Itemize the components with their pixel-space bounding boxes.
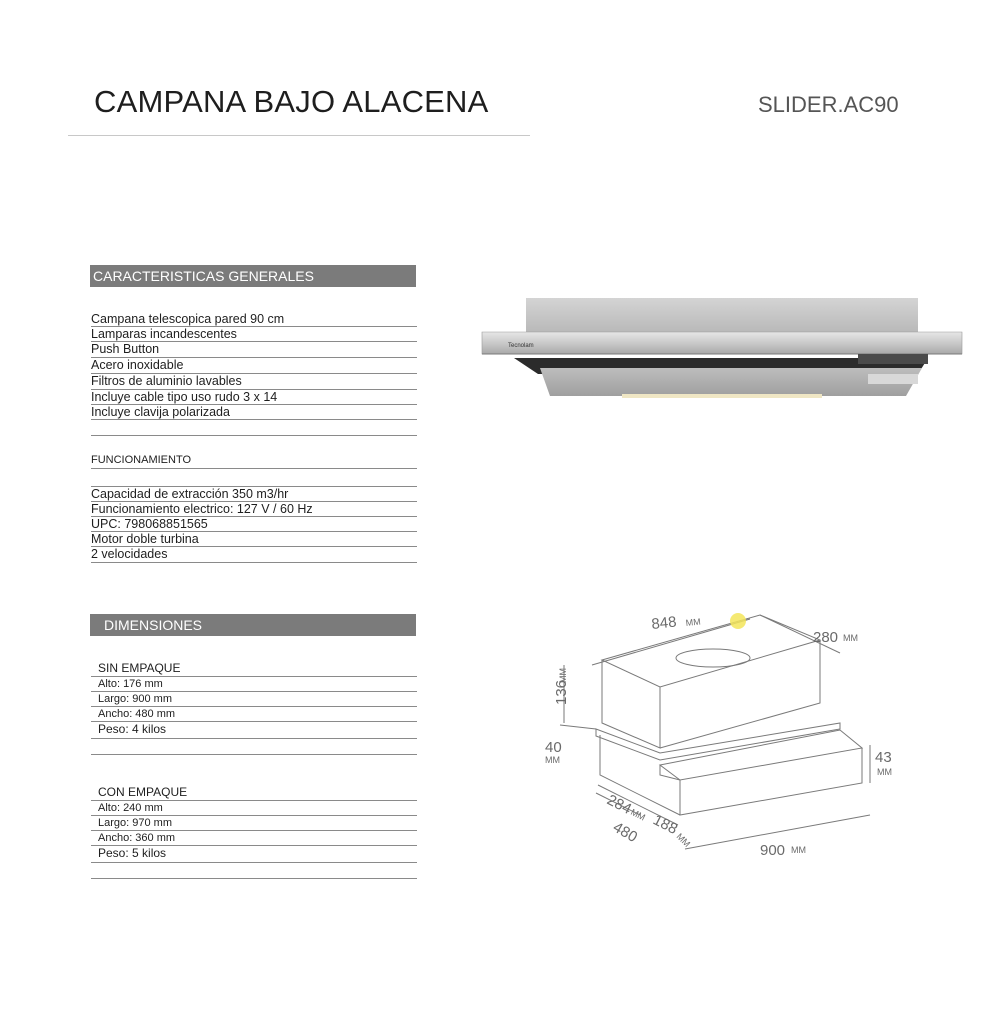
dim-unit: MM — [843, 633, 858, 643]
empty-row — [91, 739, 417, 755]
general-item: Lamparas incandescentes — [91, 327, 417, 342]
funcionamiento-item: Motor doble turbina — [91, 532, 417, 547]
sin-empaque-ancho: Ancho: 480 mm — [91, 707, 417, 722]
dim-unit: MM — [877, 767, 892, 777]
empty-row — [91, 863, 417, 879]
empty-row — [91, 469, 417, 487]
dim-depth-top: 280 — [813, 629, 839, 646]
sin-empaque-largo: Largo: 900 mm — [91, 692, 417, 707]
empty-row — [91, 420, 417, 436]
dim-width-total: 900 — [760, 842, 786, 859]
funcionamiento-item: Funcionamiento electrico: 127 V / 60 Hz — [91, 502, 417, 517]
dim-unit: MM — [545, 755, 560, 765]
dim-height-body: 136 — [553, 679, 570, 705]
page-title: CAMPANA BAJO ALACENA — [94, 84, 489, 119]
dim-depth-total: 480 — [610, 818, 641, 846]
general-item: Incluye cable tipo uso rudo 3 x 14 — [91, 390, 417, 405]
dimensions-diagram — [540, 605, 892, 865]
general-item: Campana telescopica pared 90 cm — [91, 310, 417, 327]
dimensions-section-header: DIMENSIONES — [90, 614, 416, 636]
con-empaque-peso: Peso: 5 kilos — [91, 846, 417, 863]
general-item: Push Button — [91, 342, 417, 358]
funcionamiento-header: FUNCIONAMIENTO — [91, 453, 417, 469]
dim-height-base: 40 — [545, 739, 562, 756]
general-section-header: CARACTERISTICAS GENERALES — [90, 265, 416, 287]
general-item: Filtros de aluminio lavables — [91, 374, 417, 390]
brand-logo-text: Tecnolam — [508, 343, 534, 349]
cursor-highlight — [730, 613, 746, 629]
sin-empaque-alto: Alto: 176 mm — [91, 677, 417, 692]
model-code: SLIDER.AC90 — [758, 92, 899, 117]
dim-width-top: 848 — [650, 613, 678, 633]
dim-depth-side: 284 — [604, 791, 635, 818]
con-empaque-largo: Largo: 970 mm — [91, 816, 417, 831]
dim-unit: MM — [791, 845, 806, 855]
funcionamiento-item: Capacidad de extracción 350 m3/hr — [91, 487, 417, 502]
hood-product-image — [478, 296, 964, 408]
dim-unit: MM — [674, 831, 693, 850]
con-empaque-header: CON EMPAQUE — [91, 785, 417, 801]
con-empaque-alto: Alto: 240 mm — [91, 801, 417, 816]
general-item: Acero inoxidable — [91, 358, 417, 374]
con-empaque-ancho: Ancho: 360 mm — [91, 831, 417, 846]
funcionamiento-item: UPC: 798068851565 — [91, 517, 417, 532]
dim-depth-front: 188 — [650, 811, 681, 838]
dim-unit: MM — [685, 616, 702, 628]
title-divider — [68, 135, 530, 136]
general-item: Incluye clavija polarizada — [91, 405, 417, 420]
dim-unit: MM — [629, 806, 647, 823]
dim-height-front: 43 — [875, 749, 892, 766]
funcionamiento-item: 2 velocidades — [91, 547, 417, 563]
dim-unit: MM — [558, 668, 568, 683]
sin-empaque-header: SIN EMPAQUE — [91, 661, 417, 677]
sin-empaque-peso: Peso: 4 kilos — [91, 722, 417, 739]
